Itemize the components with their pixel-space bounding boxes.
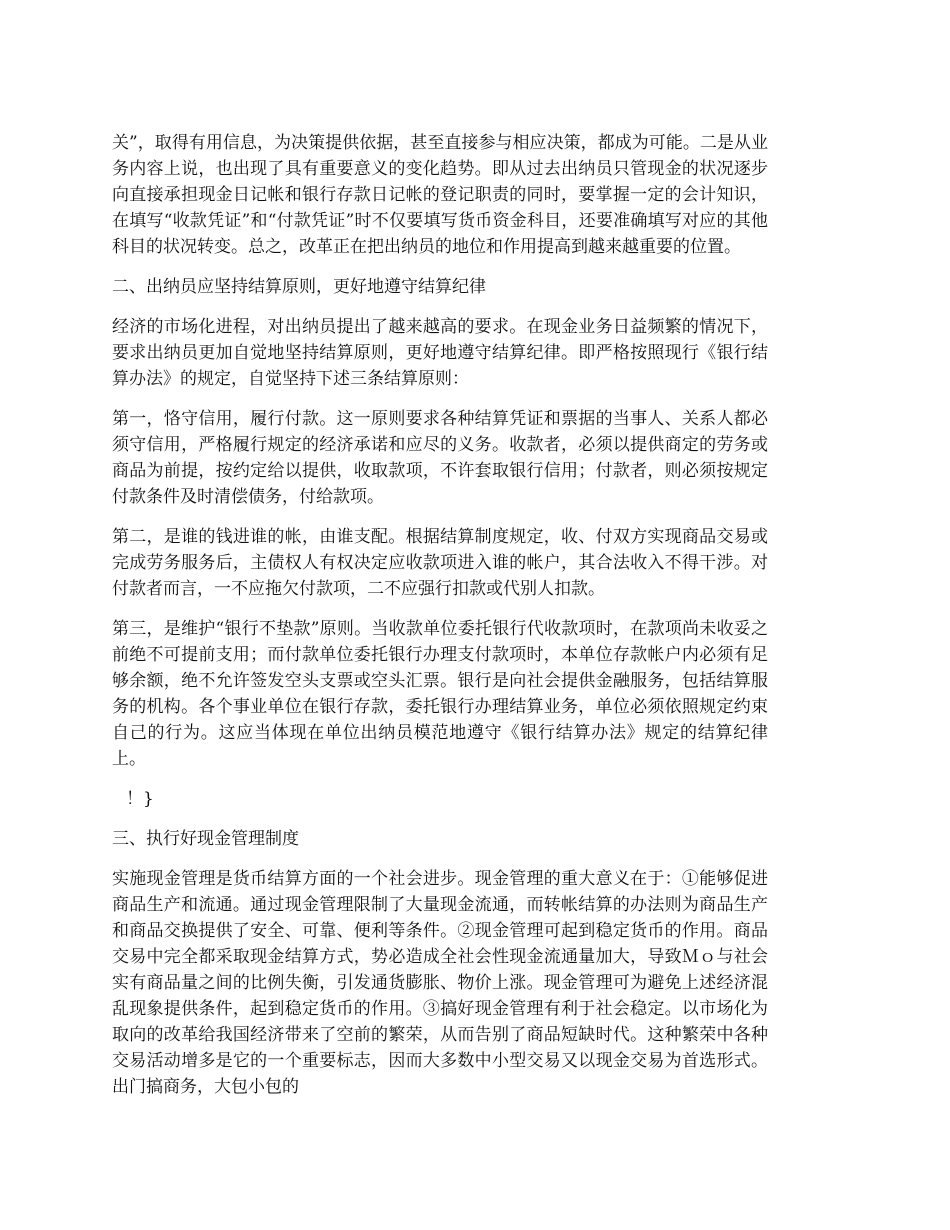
paragraph-cash-management: 实施现金管理是货币结算方面的一个社会进步。现金管理的重大意义在于：①能够促进商品生产和流通。通过现金管理限制了大量现金流通，而转帐结算的办法则为商品生产和商品交换提供了安全、可靠、便利等条件。②现金管理可起到稳定货币的作用。商品交易中完全都采取现金结算方式，势必造成全社会性现金流通量加大，导致Ｍｏ与社会实有商品量之间的比例失衡，引发通货膨胀、物价上涨。现金管理可为避免上述经济混乱现象提供条件，起到稳定货币的作用。③搞好现金管理有利于社会稳定。以市场化为取向的改革给我国经济带来了空前的繁荣，从而告别了商品短缺时代。这种繁荣中各种交易活动增多是它的一个重要标志，因而大多数中小型交易又以现金交易为首选形式。出门搞商务，大包小包的 — [112, 869, 768, 1097]
paragraph-principle-three: 第三，是维护“银行不垫款”原则。当收款单位委托银行代收款项时，在款项尚未收妥之前绝不可提前支用；而付款单位委托银行办理支付款项时，本单位存款帐户内必须有足够余额，绝不允许签发空头支票或空头汇票。银行是向社会提供金融服务，包括结算服务的机构。各个事业单位在银行存款，委托银行办理结算业务，单位必须依照规定约束自己的行为。这应当体现在单位出纳员模范地遵守《银行结算办法》规定的结算纪律上。 — [112, 619, 768, 769]
section-heading-three: 三、执行好现金管理制度 — [112, 829, 299, 849]
paragraph-principle-two: 第二，是谁的钱进谁的帐，由谁支配。根据结算制度规定，收、付双方实现商品交易或完成劳务服务后，主债权人有权决定应收款项进入谁的帐户，其合法收入不得干涉。对付款者而言，一不应拖欠付款项，二不应强行扣款或代别人扣款。 — [112, 527, 768, 599]
paragraph-settlement-principles: 经济的市场化进程，对出纳员提出了越来越高的要求。在现金业务日益频繁的情况下，要求出纳员更加自觉地坚持结算原则，更好地遵守结算纪律。即严格按照现行《银行结算办法》的规定，自觉坚持下述三条结算原则： — [112, 317, 768, 389]
paragraph-principle-one: 第一，恪守信用，履行付款。这一原则要求各种结算凭证和票据的当事人、关系人都必须守信用，严格履行规定的经济承诺和应尽的义务。收款者，必须以提供商定的劳务或商品为前提，按约定给以提供，收取款项，不许套取银行信用；付款者，则必须按规定付款条件及时清偿债务，付给款项。 — [112, 409, 768, 507]
document-page — [112, 130, 768, 1114]
paragraph-intro-continued: 关”，取得有用信息，为决策提供依据，甚至直接参与相应决策，都成为可能。二是从业务内容上说，也出现了具有重要意义的变化趋势。即从过去出纳员只管现金的状况逐步向直接承担现金日记帐和银行存款日记帐的登记职责的同时，要掌握一定的会计知识，在填写“收款凭证”和“付款凭证”时不仅要填写货币资金科目，还要准确填写对应的其他科目的状况转变。总之，改革正在把出纳员的地位和作用提高到越来越重要的位置。 — [112, 133, 768, 257]
stray-mark: ！} — [126, 789, 154, 809]
section-heading-two: 二、出纳员应坚持结算原则，更好地遵守结算纪律 — [112, 277, 486, 297]
